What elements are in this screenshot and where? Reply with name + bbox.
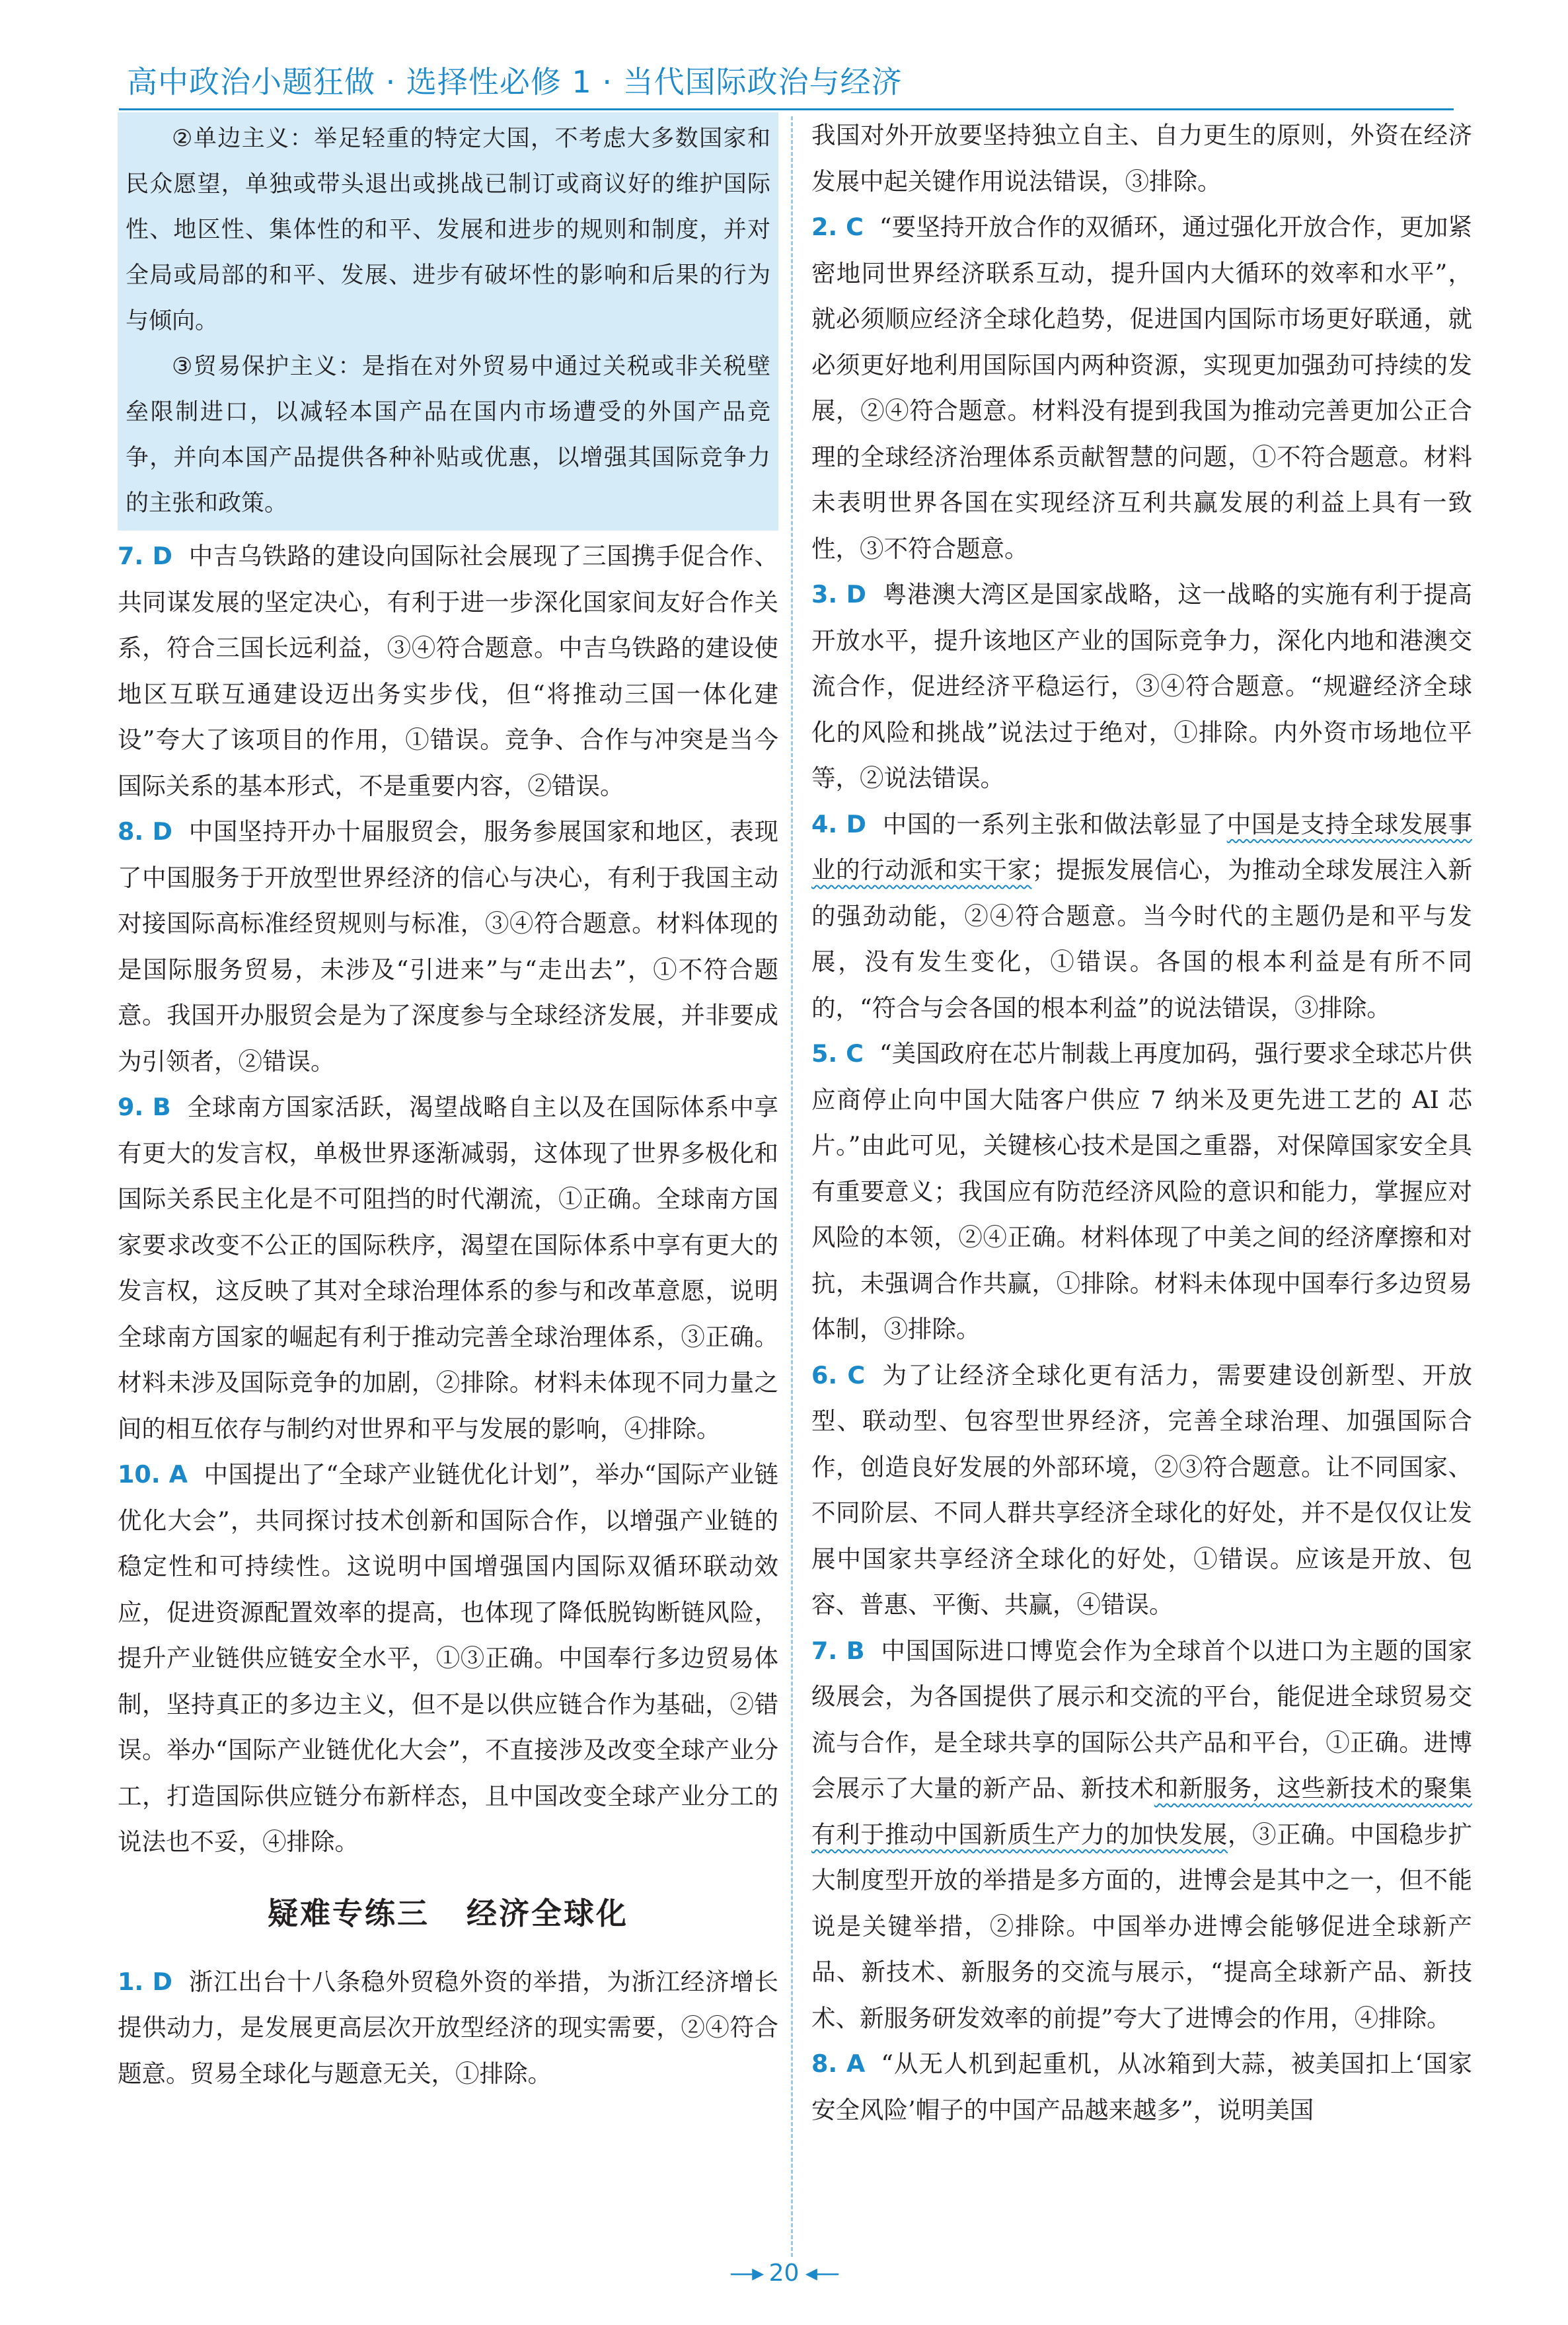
header-title: 高中政治小题狂做 · 选择性必修 1 · 当代国际政治与经济	[127, 64, 903, 100]
answer-text: 为了让经济全球化更有活力，需要建设创新型、开放型、联动型、包容型世界经济，完善全球治理、加强国际合作，创造良好发展的外部环境，②③符合题意。让不同国家、不同阶层、不同人群共享经济全球化的好处，并不是仅仅让发展中国家共享经济全球化的好处，①错误。应该是开放、包容、普惠、平衡、共赢，④错误。	[811, 1360, 1473, 1619]
page-number-right-ornament: ◂—	[799, 2260, 839, 2287]
answer-text: “美国政府在芯片制裁上再度加码，强行要求全球芯片供应商停止向中国大陆客户供应 7 纳米及更先进工艺的 AI 芯片。”由此可见，关键核心技术是国之重器，对保障国家安全具有重要意义；我国应有防范经济风险的意识和能力，掌握应对风险的本领，②④正确。材料体现了中美之间的经济摩擦和对抗，未强调合作共赢，①排除。材料未体现中国奉行多边贸易体制，③排除。	[811, 1039, 1472, 1343]
answer-text: ；提振发展信心，为推动全球发展注入新的强劲动能，②④符合题意。当今时代的主题仍是和平与发展，没有发生变化，①错误。各国的根本利益是有所不同的，“符合与会各国的根本利益”的说法错误，③排除。	[811, 856, 1473, 1022]
section-title-part2: 经济全球化	[467, 1895, 628, 1931]
definition-note	[118, 112, 778, 531]
answer-item	[811, 801, 1472, 1031]
answer-number: 7. D	[118, 542, 172, 570]
answer-number: 8. A	[811, 2049, 866, 2078]
answer-item	[811, 1031, 1472, 1352]
note-paragraph: ③贸易保护主义：是指在对外贸易中通过关税或非关税壁垒限制进口，以减轻本国产品在国内市场遭受的外国产品竞争，并向本国产品提供各种补贴或优惠，以增强其国际竞争力的主张和政策。	[126, 353, 770, 517]
answer-item	[118, 1959, 778, 2097]
answer-item	[811, 204, 1472, 572]
answer-text: ，③正确。中国稳步扩大制度型开放的举措是多方面的，进博会是其中之一，但不能说是关键举措，②排除。中国举办进博会能够促进全球新产品、新技术、新服务的交流与展示，“提高全球新产品、新技术、新服务研发效率的前提”夸大了进博会的作用，④排除。	[811, 1820, 1473, 2032]
answer-text: “要坚持开放合作的双循环，通过强化开放合作，更加紧密地同世界经济联系互动，提升国内大循环的效率和水平”，就必须顺应经济全球化趋势，促进国内国际市场更好联通，就必须更好地利用国际国内两种资源，实现更加强劲可持续的发展，②④符合题意。材料没有提到我国为推动完善更加公正合理的全球经济治理体系贡献智慧的问题，①不符合题意。材料未表明世界各国在实现经济互利共赢发展的利益上具有一致性，③不符合题意。	[811, 213, 1472, 563]
right-column	[811, 112, 1472, 2133]
answer-item	[118, 1084, 778, 1452]
answer-text: “从无人机到起重机，从冰箱到大蒜，被美国扣上‘国家安全风险’帽子的中国产品越来越多”，说明美国	[811, 2049, 1473, 2124]
answer-number: 4. D	[811, 809, 866, 838]
answer-number: 5. C	[811, 1039, 864, 1068]
answer-text: 浙江出台十八条稳外贸稳外资的举措，为浙江经济增长提供动力，是发展更高层次开放型经济的现实需要，②④符合题意。贸易全球化与题意无关，①排除。	[118, 1967, 778, 2088]
answer-item	[811, 1352, 1472, 1628]
answer-item	[118, 1452, 778, 1865]
answer-item	[118, 809, 778, 1084]
answer-text: 粤港澳大湾区是国家战略，这一战略的实施有利于提高开放水平，提升该地区产业的国际竞争力，深化内地和港澳交流合作，促进经济平稳运行，③④符合题意。“规避经济全球化的风险和挑战”说法过于绝对，①排除。内外资市场地位平等，②说法错误。	[811, 580, 1472, 792]
section-title-part1: 疑难专练三	[268, 1895, 429, 1931]
answer-number: 1. D	[118, 1967, 172, 1996]
answer-number: 3. D	[811, 580, 866, 609]
answer-number: 7. B	[811, 1636, 865, 1665]
page-number-left-ornament: —▸	[729, 2260, 769, 2287]
section-title	[118, 1870, 778, 1956]
answer-text: 中国提出了“全球产业链优化计划”，举办“国际产业链优化大会”，共同探讨技术创新和国际合作，以增强产业链的稳定性和可持续性。这说明中国增强国内国际双循环联动效应，促进资源配置效率的提高，也体现了降低脱钩断链风险，提升产业链供应链安全水平，①③正确。中国奉行多边贸易体制，坚持真正的多边主义，但不是以供应链合作为基础，②错误。举办“国际产业链优化大会”，不直接涉及改变全球产业分工，打造国际供应链分布新样态，且中国改变全球产业分工的说法也不妥，④排除。	[118, 1460, 778, 1856]
page-number	[0, 2260, 1568, 2287]
emphasized-text: 和新服务，这些新技术的聚集有利于推动中国新质生产力的加快发展	[811, 1774, 1473, 1849]
left-column	[118, 112, 778, 2096]
answer-text: 全球南方国家活跃，渴望战略自主以及在国际体系中享有更大的发言权，单极世界逐渐减弱，这体现了世界多极化和国际关系民主化是不可阻挡的时代潮流，①正确。全球南方国家要求改变不公正的国际秩序，渴望在国际体系中享有更大的发言权，这反映了其对全球治理体系的参与和改革意愿，说明全球南方国家的崛起有利于推动完善全球治理体系，③正确。材料未涉及国际竞争的加剧，②排除。材料未体现不同力量之间的相互依存与制约对世界和平与发展的影响，④排除。	[118, 1093, 779, 1443]
emphasized-text: 中国是支持全球发展事业的行动派和实干家	[811, 809, 1473, 884]
answer-item	[811, 1628, 1472, 2042]
column-divider	[791, 116, 794, 2257]
note-paragraph: ②单边主义：举足轻重的特定大国，不考虑大多数国家和民众愿望，单独或带头退出或挑战已制订或商议好的维护国际性、地区性、集体性的和平、发展和进步的规则和制度，并对全局或局部的和平、发展、进步有破坏性的影响和后果的行为与倾向。	[126, 126, 770, 334]
answer-text: 中国坚持开办十届服贸会，服务参展国家和地区，表现了中国服务于开放型世界经济的信心与决心，有利于我国主动对接国际高标准经贸规则与标准，③④符合题意。材料体现的是国际服务贸易，未涉及“引进来”与“走出去”，①不符合题意。我国开办服贸会是为了深度参与全球经济发展，并非要成为引领者，②错误。	[118, 817, 778, 1076]
page-header	[119, 52, 1454, 110]
answer-number: 6. C	[811, 1360, 866, 1389]
header-rule	[119, 108, 1454, 110]
answer-item	[811, 2041, 1472, 2133]
page-number-value: 20	[768, 2260, 800, 2287]
continued-text: 我国对外开放要坚持独立自主、自力更生的原则，外资在经济发展中起关键作用说法错误，③排除。	[811, 121, 1472, 196]
answer-number: 8. D	[118, 817, 172, 846]
answer-text: 中国国际进口博览会作为全球首个以进口为主题的国家级展会，为各国提供了展示和交流的平台，能促进全球贸易交流与合作，是全球共享的国际公共产品和平台，①正确。进博会展示了大量的新产品、新技术	[811, 1636, 1473, 1802]
answer-text: 中国的一系列主张和做法彰显了	[881, 809, 1227, 838]
answer-text: 中吉乌铁路的建设向国际社会展现了三国携手促合作、共同谋发展的坚定决心，有利于进一步深化国家间友好合作关系，符合三国长远利益，③④符合题意。中吉乌铁路的建设使地区互联互通建设迈出务实步伐，但“将推动三国一体化建设”夸大了该项目的作用，①错误。竞争、合作与冲突是当今国际关系的基本形式，不是重要内容，②错误。	[118, 542, 778, 800]
answer-item	[118, 533, 778, 809]
answer-number: 2. C	[811, 213, 864, 241]
answer-number: 9. B	[118, 1093, 171, 1121]
answer-number: 10. A	[118, 1460, 188, 1489]
answer-item	[811, 572, 1472, 801]
